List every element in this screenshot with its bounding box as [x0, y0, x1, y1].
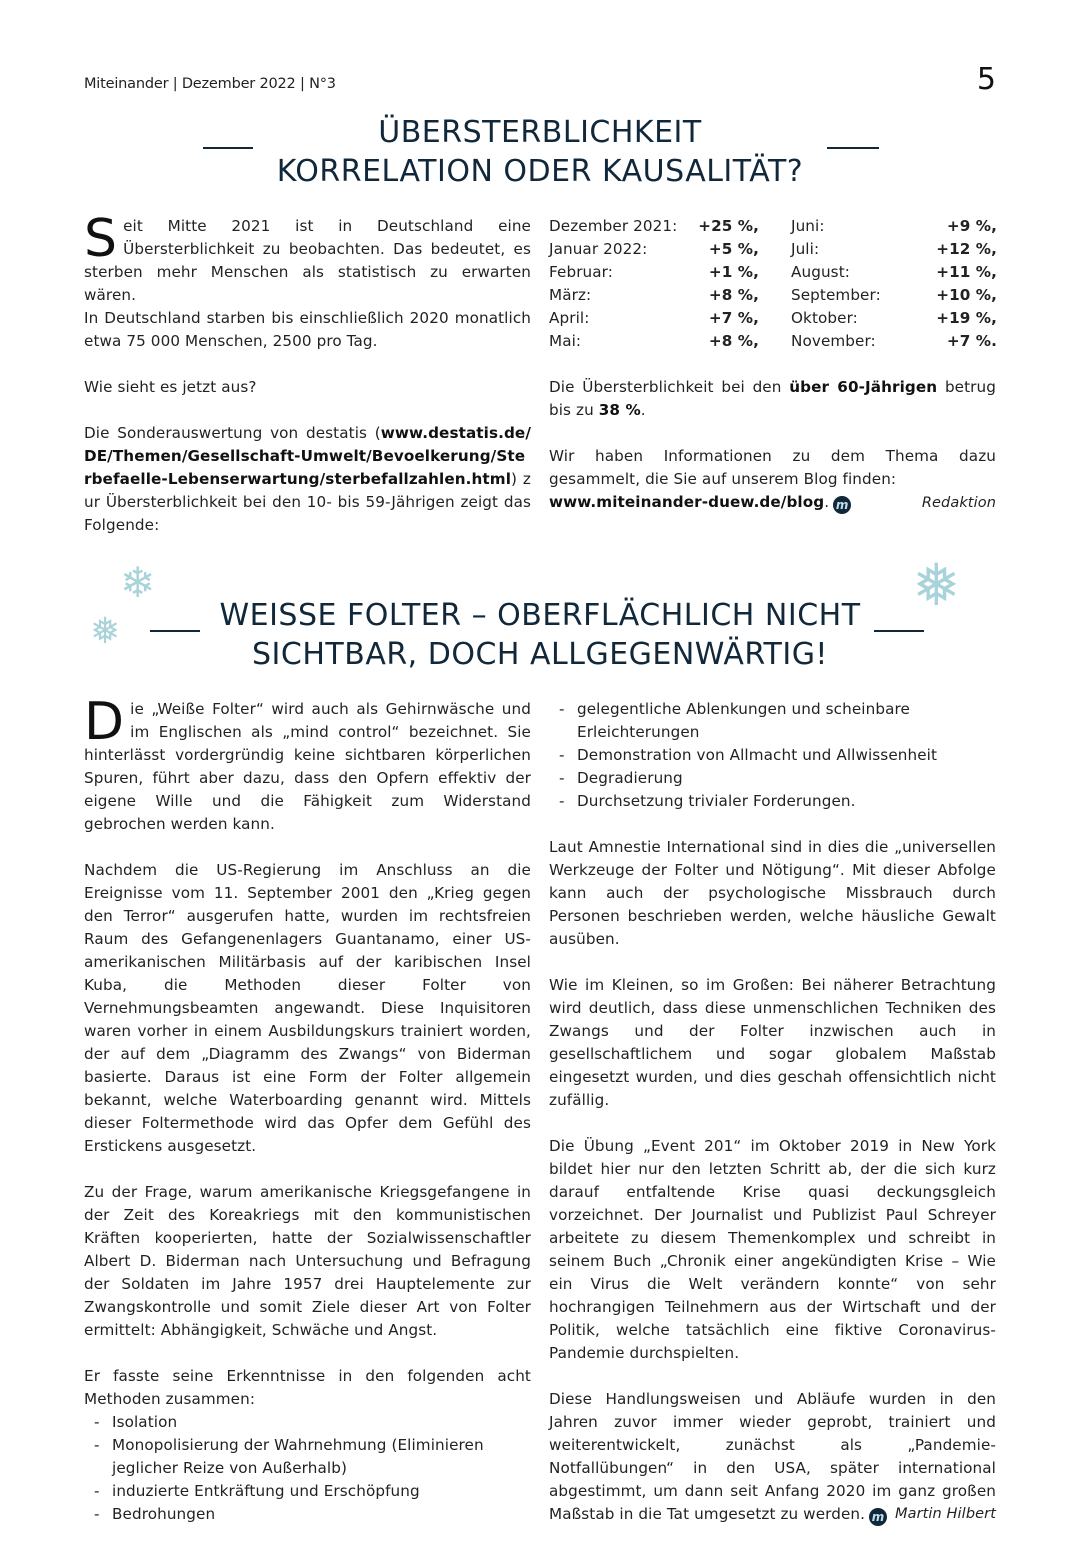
article-2-paragraph: Er fasste seine Erkenntnisse in den folgenden acht Methoden zusammen: [84, 1367, 531, 1408]
stat-value: +8 %, [708, 286, 759, 304]
stat-value: +9 %, [946, 217, 997, 235]
stat-month: Februar: [549, 263, 613, 281]
list-item: - induzierte Entkräftung und Erschöpfung [84, 1480, 531, 1503]
methods-list-right [549, 698, 996, 813]
list-item: - Isolation [84, 1411, 531, 1434]
article-2-title-line-1: WEISSE FOLTER – OBERFLÄCHLICH NICHT [219, 598, 861, 633]
stat-value: +8 %, [708, 332, 759, 350]
dropcap: S [84, 209, 118, 269]
article-1-intro: Seit Mitte 2021 ist in Deutschland eine Übersterblichkeit zu beobachten. Das bedeutet, es sterben mehr Menschen als statistisch zu erwarten wären. In Deutschland starben bis einschließlich 2020 monatlich etwa 75 000 Menschen, 2500 pro Tag. [84, 209, 531, 350]
stat-month: März: [549, 286, 592, 304]
stat-month: Juni: [791, 217, 825, 235]
stat-value: +5 %, [708, 240, 759, 258]
mortality-stats-table [549, 215, 996, 353]
stat-value: +11 %, [936, 263, 997, 281]
article-2-left-column [84, 692, 531, 1526]
list-item: - Demonstration von Allmacht und Allwissenheit [549, 744, 996, 767]
article-1-question: Wie sieht es jetzt aus? [84, 378, 257, 396]
stat-value: +7 %. [946, 332, 997, 350]
article-2-right-column [549, 698, 996, 1526]
article-2-paragraph: Diese Handlungsweisen und Abläufe wurden in den Jahren zuvor immer wieder geprobt, trainiert und weiterentwickelt, zunächst als „Pandemie-Notfallübungen“ in den USA, später international abgestimmt, um dann seit Anfang 2020 im ganz großen Maßstab in die Tat umgesetzt zu werden. m [549, 1390, 996, 1524]
blog-link[interactable]: www.miteinander-duew.de/blog [549, 493, 825, 511]
stat-value: +1 %, [708, 263, 759, 281]
article-1-title-line-1: ÜBERSTERBLICHKEIT [378, 115, 702, 150]
article-2-paragraph: Zu der Frage, warum amerikanische Kriegsgefangene in der Zeit des Koreakriegs mit den kommunistischen Kräften kooperierten, hatte der Sozialwissenschaftler Albert D. Biderman nach Untersuchung und Befragung der Soldaten im Jahre 1957 drei Hauptelemente zur Zwangskontrolle und somit Ziele dieser Art von Folter ermittelt: Abhängigkeit, Schwäche und Angst. [84, 1183, 531, 1339]
blog-note: Wir haben Informationen zu dem Thema dazu gesammelt, die Sie auf unserem Blog finden: [549, 447, 996, 488]
stat-value: +19 %, [936, 309, 997, 327]
list-item: - gelegentliche Ablenkungen und scheinbare Erleichterungen [549, 698, 996, 744]
list-item: - Degradierung [549, 767, 996, 790]
dropcap: D [84, 692, 125, 752]
article-1-source: Die Sonderauswertung von destatis (www.destatis.de/DE/Themen/Gesellschaft-Umwelt/Bevoelkerung/Sterbefaelle-Lebenserwartung/sterbefallzahlen.html) zur Übersterblichkeit bei den 10- bis 59-Jährigen zeigt das Folgende: [84, 424, 531, 534]
snowflake-icon: ❅ [90, 611, 121, 652]
stat-month: Dezember 2021: [549, 217, 678, 235]
over-60-statement: Die Übersterblichkeit bei den über 60-Jährigen betrug bis zu 38 %. [549, 378, 996, 419]
article-2-title-line-2: SICHTBAR, DOCH ALLGEGENWÄRTIG! [252, 637, 828, 672]
stat-value: +7 %, [708, 309, 759, 327]
miteinander-logo-icon: m [833, 496, 851, 514]
article-1-title [0, 113, 1080, 191]
stat-month: August: [791, 263, 850, 281]
article-2-title [0, 596, 1080, 674]
article-2-paragraph: Nachdem die US-Regierung im Anschluss an die Ereignisse vom 11. September 2001 den „Krieg gegen den Terror“ ausgerufen hatte, wurden im rechtsfreien Raum des Gefangenenlagers Guantanamo, einer US-amerikanischen Militärbasis auf der karibischen Insel Kuba, die Methoden dieser Folter von Vernehmungsbeamten angewandt. Diese Inquisitoren waren vorher in einem Ausbildungskurs trainiert worden, der auf dem „Diagramm des Zwangs“ von Biderman basierte. Daraus ist eine Form der Folter allgemein bekannt, welche Waterboarding genannt wird. Mittels dieser Foltermethode wird das Opfer dem Gefühl des Erstickens ausgesetzt. [84, 861, 531, 1155]
list-item: - Bedrohungen [84, 1503, 531, 1526]
publication-header: Miteinander | Dezember 2022 | N°3 [84, 76, 336, 92]
stat-month: Juli: [791, 240, 820, 258]
article-2-intro: Die „Weiße Folter“ wird auch als Gehirnwäsche und im Englischen als „mind control“ bezeichnet. Sie hinterlässt vordergründig keine sichtbaren körperlichen Spuren, führt aber dazu, dass den Opfern effektiv der eigene Wille und die Fähigkeit zum Widerstand gebrochen werden kann. [84, 692, 531, 833]
snowflake-icon: ❄ [120, 558, 156, 607]
stat-value: +25 %, [698, 217, 759, 235]
stat-month: September: [791, 286, 881, 304]
article-2-author: Martin Hilbert [894, 1506, 996, 1522]
article-2-paragraph: Laut Amnestie International sind in dies die „universellen Werkzeuge der Folter und Nötigung“. Mit dieser Abfolge kann auch der psychologische Missbrauch durch Personen beschrieben werden, welche häusliche Gewalt ausüben. [549, 838, 996, 948]
article-2-paragraph: Die Übung „Event 201“ im Oktober 2019 in New York bildet hier nur den letzten Schritt ab, der die sich kurz darauf entfaltende Krise quasi deckungsgleich vorzeichnet. Der Journalist und Publizist Paul Schreyer arbeitete zu diesem Themenkomplex und schreibt in seinem Buch „Chronik einer angekündigten Krise – Wie ein Virus die Welt verändern konnte“ von sehr hochrangigen Teilnehmern aus der Wirtschaft und der Politik, welche tatsächlich eine fiktive Coronavirus-Pandemie durchspielten. [549, 1137, 996, 1362]
article-2-paragraph: Wie im Kleinen, so im Großen: Bei näherer Betrachtung wird deutlich, dass diese unmenschlichen Techniken des Zwangs und der Folter inzwischen auch in gesellschaftlichem und sogar globalem Maßstab eingesetzt wurden, und dies geschah offensichtlich nicht zufällig. [549, 976, 996, 1109]
stat-month: April: [549, 309, 590, 327]
article-1-author: Redaktion [921, 495, 996, 511]
methods-list-left [84, 1411, 531, 1526]
article-1-left-column [84, 209, 531, 537]
article-1-intro-line-2: In Deutschland starben bis einschließlich 2020 monatlich etwa 75 000 Menschen, 2500 pro Tag. [84, 309, 531, 350]
stat-value: +10 %, [936, 286, 997, 304]
list-item: - Monopolisierung der Wahrnehmung (Eliminieren jeglicher Reize von Außerhalb) [84, 1434, 531, 1480]
stat-month: Oktober: [791, 309, 858, 327]
article-1-title-line-2: KORRELATION ODER KAUSALITÄT? [276, 154, 804, 189]
list-item: - Durchsetzung trivialer Forderungen. [549, 790, 996, 813]
article-1-right-column [549, 215, 996, 515]
stat-value: +12 %, [936, 240, 997, 258]
stat-month: November: [791, 332, 876, 350]
stat-month: Mai: [549, 332, 582, 350]
destatis-link[interactable]: www.destatis.de/DE/Themen/Gesellschaft-Umwelt/Bevoelkerung/Sterbefaelle-Lebenserwartung/sterbefallzahlen.html [84, 424, 531, 488]
page-number: 5 [976, 62, 996, 97]
snowflake-icon: ❅ [912, 551, 961, 619]
miteinander-logo-icon: m [869, 1508, 887, 1526]
stat-month: Januar 2022: [549, 240, 648, 258]
article-1-sign-row: www.miteinander-duew.de/blog. m Redaktion [549, 491, 996, 515]
